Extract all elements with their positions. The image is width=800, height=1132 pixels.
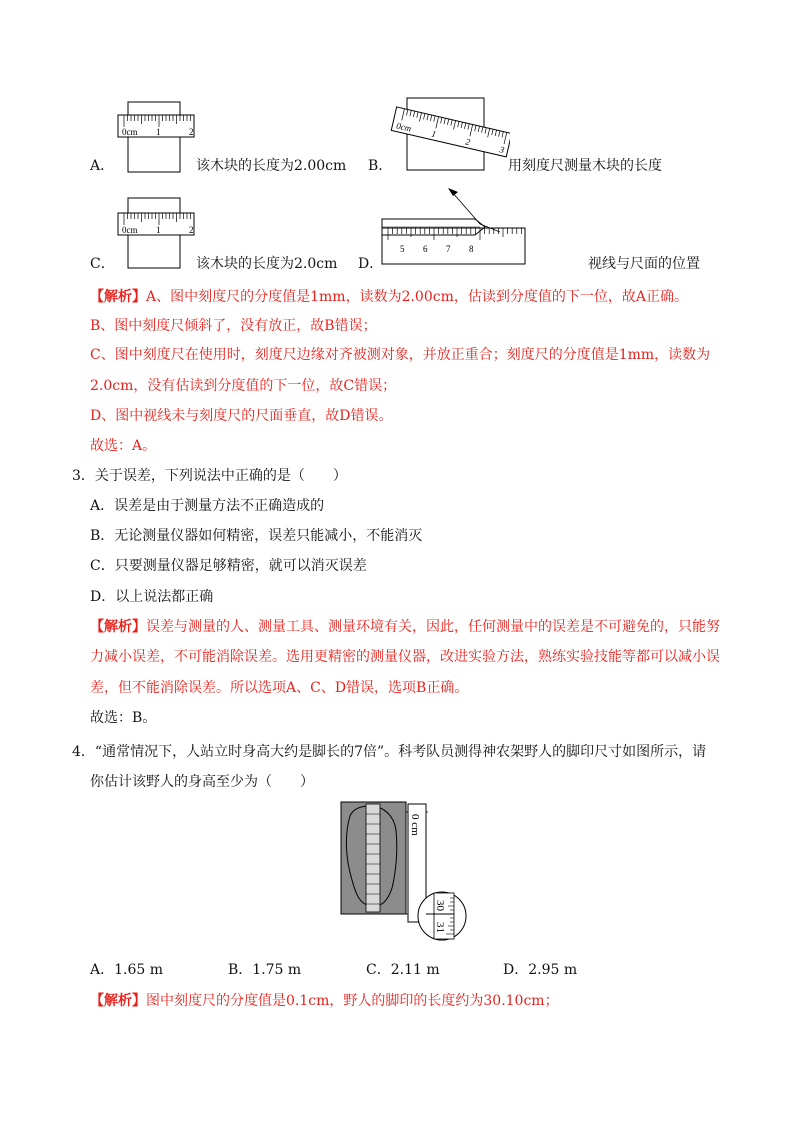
figure-b-ruler [385,95,510,175]
q2-answer: 故选：A。 [90,438,157,454]
option-c-caption: 该木块的长度为2.0cm [196,256,338,272]
option-a-letter: A． [90,158,115,174]
option-a-caption: 该木块的长度为2.00cm [196,158,347,174]
option-d-letter: D． [358,256,384,272]
q3-analysis-label: 【解析】 [90,619,146,635]
figure-b-unit-label: 0cm [395,120,413,134]
figure-d-tick-6: 6 [423,244,428,254]
q2-analysis-line-2: B、图中刻度尺倾斜了，没有放正，故B错误； [90,318,377,334]
footprint-figure [338,800,474,942]
figure-c-ruler [110,193,200,271]
q4-analysis-line-1: 【解析】图中刻度尺的分度值是0.1cm，野人的脚印的长度约为30.10cm； [90,993,559,1009]
q2-analysis-line-4: 2.0cm，没有估读到分度值的下一位，故C错误； [90,378,397,394]
q3-analysis-line-1: 【解析】误差与测量的人、测量工具、测量环境有关，因此，任何测量中的误差是不可避免的，只能努 [90,619,720,635]
q3-option-b: B．无论测量仪器如何精密，误差只能减小，不能消灭 [90,528,423,544]
option-c-letter: C． [90,256,115,272]
figure-b-tick-2: 2 [464,136,472,148]
q2-analysis-line-3: C、图中刻度尺在使用时，刻度尺边缘对齐被测对象，并放正重合；刻度尺的分度值是1mm，读数为 [90,347,711,363]
q3-stem: 3．关于误差，下列说法中正确的是（ ） [72,468,347,484]
figure-a-tick-1: 1 [156,127,161,137]
figure-b-tick-3: 3 [498,144,506,156]
figure-d-tick-7: 7 [446,244,451,254]
q3-option-d: D．以上说法都正确 [90,589,214,605]
q4-stem-line-1: 4．“通常情况下，人站立时身高大约是脚长的7倍”。科考队员测得神农架野人的脚印尺寸如图所示，请 [72,744,707,760]
option-b-letter: B． [368,158,393,174]
q4-option-b: B．1.75 m [228,962,302,978]
q3-analysis-line-3: 差，但不能消除误差。所以选项A、C、D错误，选项B正确。 [90,680,469,696]
figure-a-tick-2: 2 [189,127,194,137]
q4-option-a: A．1.65 m [90,962,164,978]
figure-c-tick-2: 2 [189,225,194,235]
figure-d-tick-5: 5 [400,244,405,254]
figure-d-tick-8: 8 [469,244,474,254]
q2-analysis-label: 【解析】 [90,289,146,305]
q4-stem-line-2: 你估计该野人的身高至少为（ ） [90,774,314,790]
figure-b-tick-1: 1 [430,128,438,140]
figure-a-unit-label: 0cm [122,127,138,137]
figure-c-unit-label: 0cm [122,225,138,235]
q4-analysis-label: 【解析】 [90,993,146,1009]
option-b-caption: 用刻度尺测量木块的长度 [508,158,662,174]
figure-a-ruler [110,95,200,175]
figure-c-tick-1: 1 [156,225,161,235]
q3-option-c: C．只要测量仪器足够精密，就可以消灭误差 [90,558,367,574]
q4-option-d: D．2.95 m [503,962,578,978]
q3-option-a: A．误差是由于测量方法不正确造成的 [90,498,325,514]
footprint-scale-zero-label: 0 cm [409,814,421,836]
q2-analysis-line-1: 【解析】A、图中刻度尺的分度值是1mm，读数为2.00cm，估读到分度值的下一位，故A正确。 [90,289,688,305]
footprint-scale-30-label: 30 [434,900,446,911]
footprint-scale-31-label: 31 [434,922,446,933]
q4-option-c: C．2.11 m [366,962,440,978]
q2-analysis-line-5: D、图中视线未与刻度尺的尺面垂直，故D错误。 [90,408,393,424]
option-d-caption: 视线与尺面的位置 [588,256,700,272]
q3-analysis-line-2: 力减小误差，不可能消除误差。选用更精密的测量仪器，改进实验方法，熟练实验技能等都可以减小误 [90,649,720,665]
figure-d-ruler [380,186,530,268]
q3-answer: 故选：B。 [90,710,157,726]
